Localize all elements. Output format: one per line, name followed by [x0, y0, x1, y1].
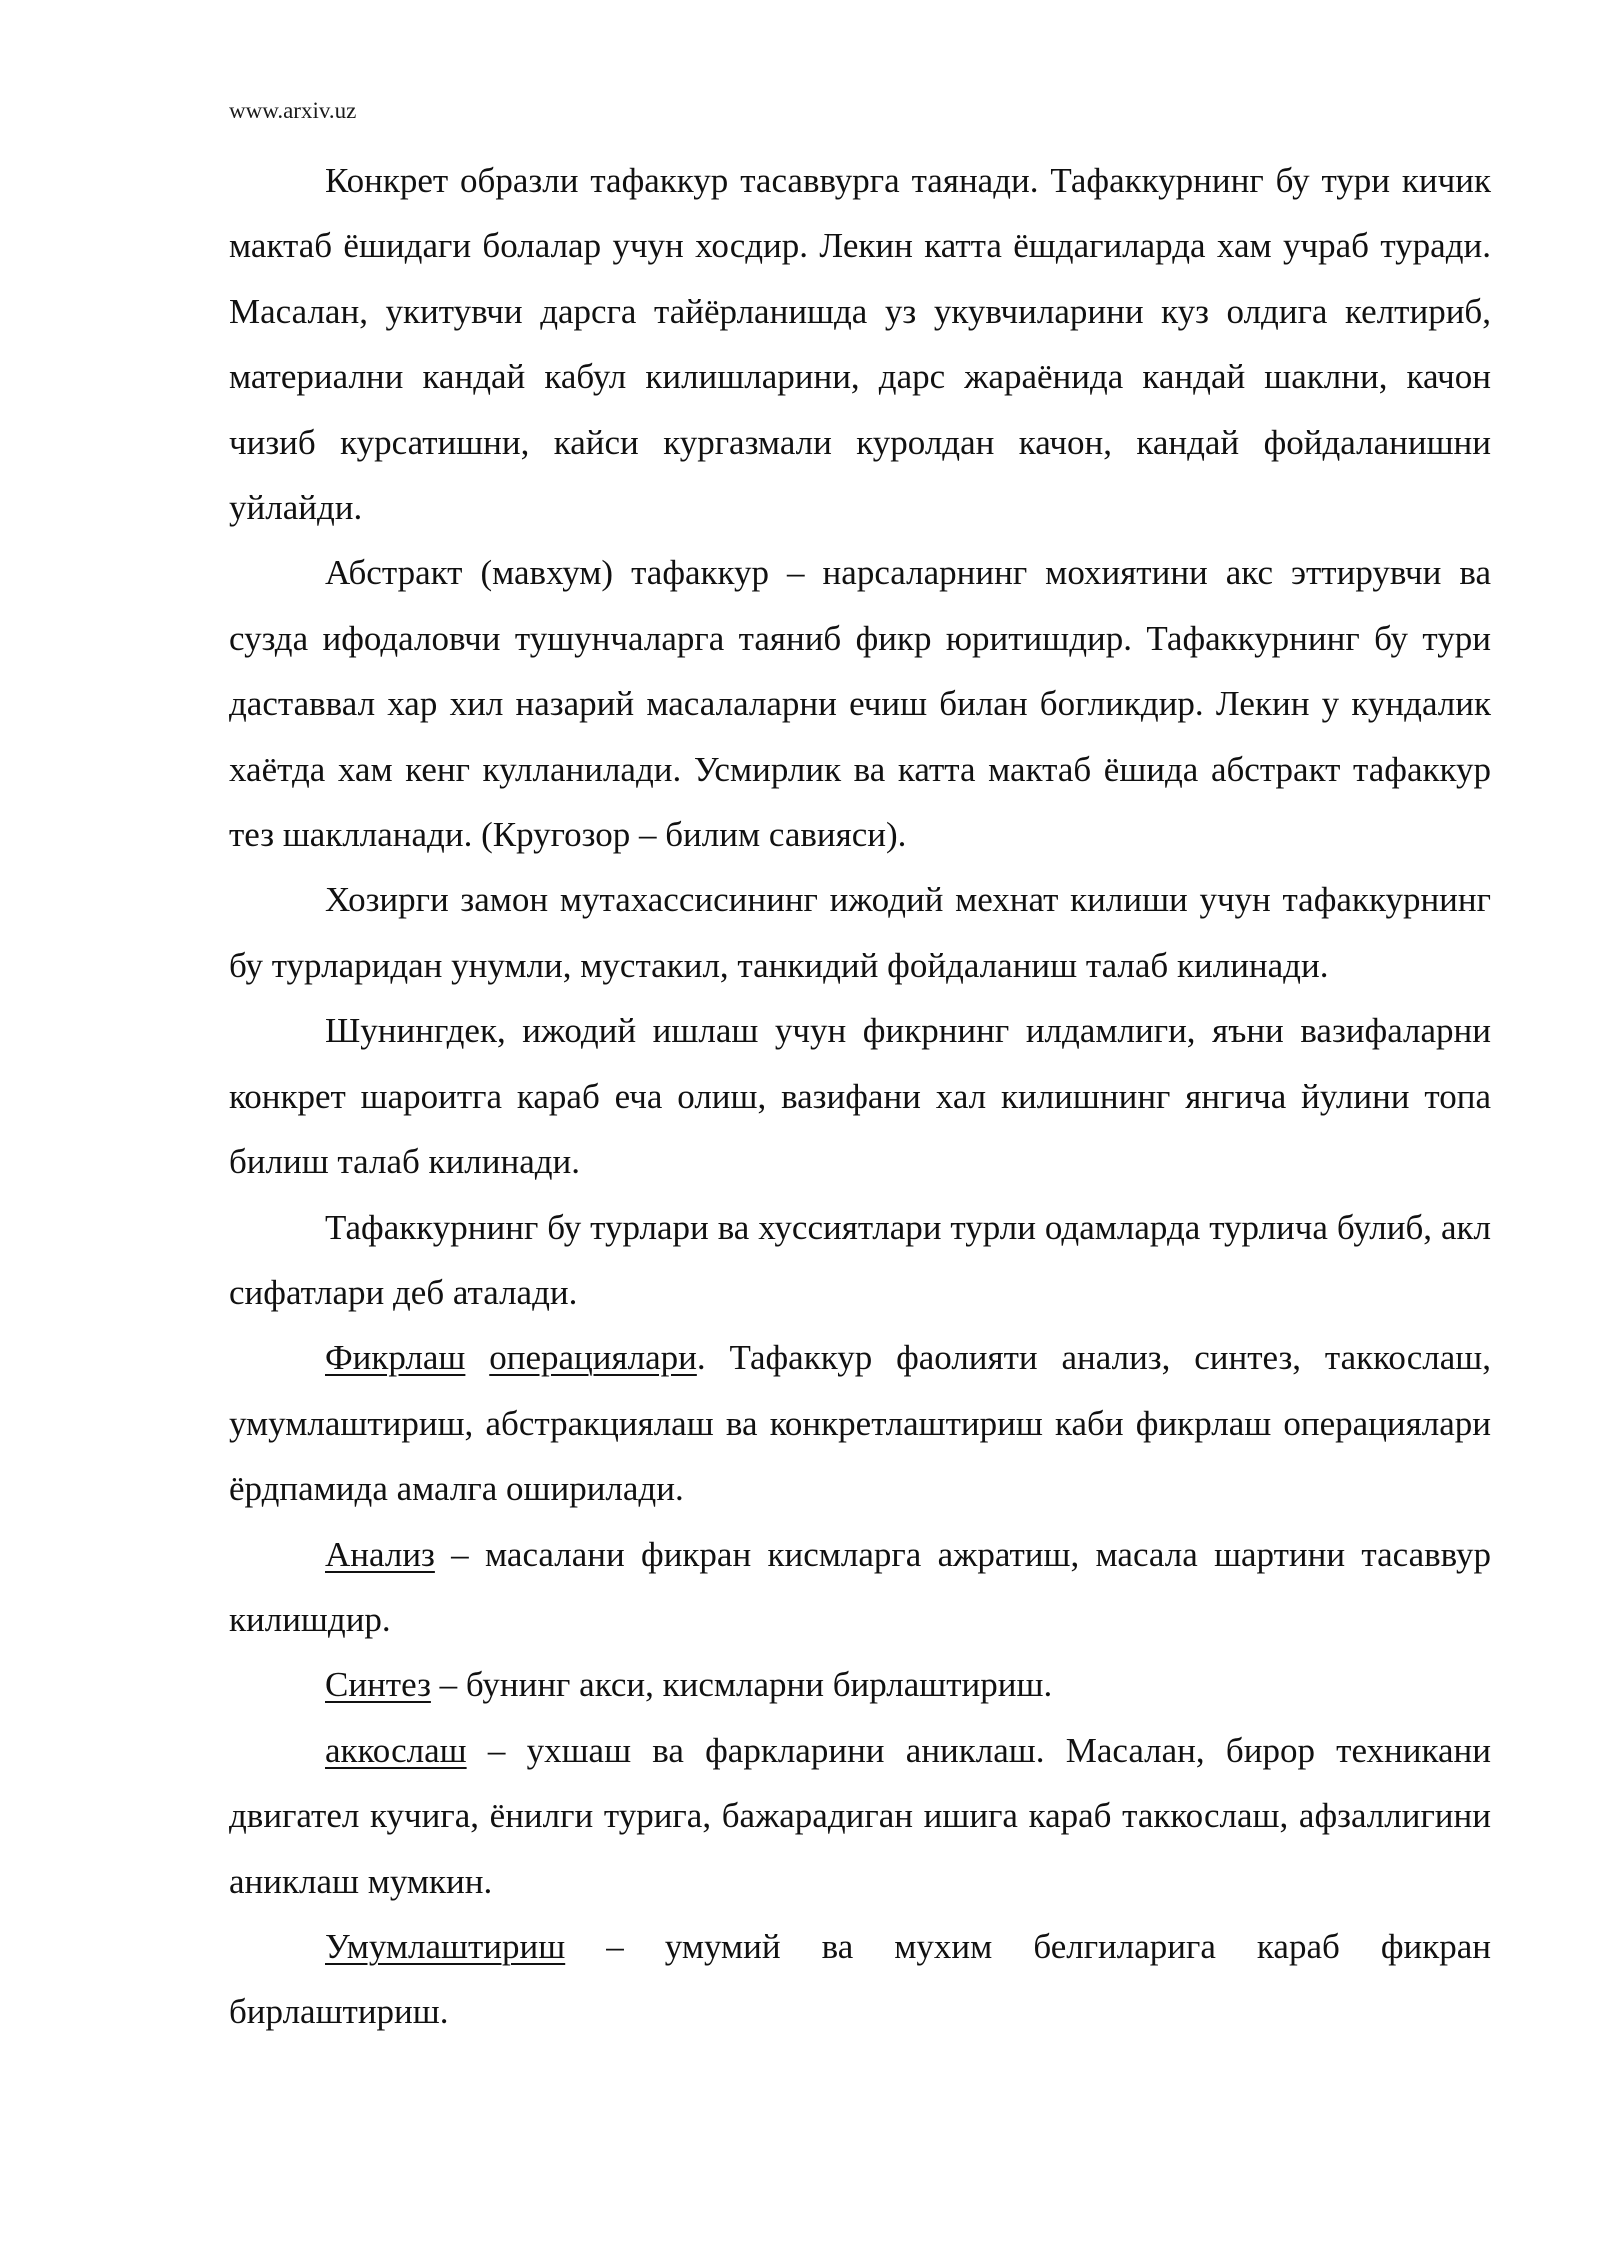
paragraph-synthesis [229, 1652, 1491, 1717]
paragraph-comparison [229, 1718, 1491, 1914]
term-analysis: Анализ [325, 1534, 435, 1574]
term-synthesis: Синтез [325, 1665, 431, 1705]
paragraph-text: Абстракт (мавхум) тафаккур – нарсаларнинг мохиятини акс эттирувчи ва сузда ифодаловчи тушунчаларга таяниб фикр юритишдир. Тафаккурнинг бу тури даставвал хар хил назарий масалаларни ечиш билан богликдир. Лекин у кундалик хаётда хам кенг кулланилади. Усмирлик ва катта мактаб ёшида абстракт тафаккур тез шаклланади. (Кругозор – билим савияси). [229, 553, 1491, 855]
paragraph-analysis [229, 1522, 1491, 1653]
paragraph-creative-work [229, 998, 1491, 1194]
paragraph-generalization [229, 1914, 1491, 2045]
term-generalization: Умумлаштириш [325, 1926, 566, 1966]
paragraph-text: – ухшаш ва фаркларини аниклаш. Масалан, бирор техникани двигател кучига, ёнилги турига, бажарадиган ишига караб таккослаш, афзаллигини аниклаш мумкин. [229, 1730, 1491, 1901]
source-url: www.arxiv.uz [229, 98, 357, 123]
paragraph-concrete-thinking [229, 148, 1491, 540]
document-body [229, 148, 1491, 2045]
term-thinking: Фикрлаш [325, 1338, 466, 1378]
paragraph-text: Хозирги замон мутахассисининг ижодий мехнат килиши учун тафаккурнинг бу турларидан унумли, мустакил, танкидий фойдаланиш талаб килинади. [229, 880, 1491, 985]
term-operations: операциялари [489, 1338, 697, 1378]
paragraph-text: – масалани фикран кисмларга ажратиш, масала шартини тасаввур килишдир. [229, 1534, 1491, 1639]
term-comparison: аккослаш [325, 1730, 467, 1770]
paragraph-text: – бунинг акси, кисмларни бирлаштириш. [430, 1665, 1053, 1705]
paragraph-text: Шунингдек, ижодий ишлаш учун фикрнинг илдамлиги, яъни вазифаларни конкрет шароитга караб еча олиш, вазифани хал килишнинг янгича йулини топа билиш талаб килинади. [229, 1011, 1491, 1182]
paragraph-text: – умумий ва мухим белгиларига караб фикран бирлаштириш. [229, 1926, 1491, 2032]
paragraph-abstract-thinking [229, 540, 1491, 867]
paragraph-mind-qualities [229, 1195, 1491, 1326]
paragraph-thinking-operations [229, 1325, 1491, 1521]
paragraph-text: . Тафаккур фаолияти анализ, синтез, таккослаш, умумлаштириш, абстракциялаш ва конкретлаштириш каби фикрлаш операциялари ёрдпамида амалга оширилади. [229, 1338, 1491, 1509]
paragraph-text: Тафаккурнинг бу турлари ва хуссиятлари турли одамларда турлича булиб, акл сифатлари деб аталади. [229, 1207, 1491, 1312]
paragraph-modern-specialist [229, 867, 1491, 998]
paragraph-text: Конкрет образли тафаккур тасаввурга таянади. Тафаккурнинг бу тури кичик мактаб ёшидаги болалар учун хосдир. Лекин катта ёшдагиларда хам учраб туради. Масалан, укитувчи дарсга тайёрланишда уз укувчиларини куз олдига келтириб, материални кандай кабул килишларини, дарс жараёнида кандай шаклни, качон чизиб курсатишни, кайси кургазмали куролдан качон, кандай фойдаланишни уйлайди. [229, 161, 1491, 528]
